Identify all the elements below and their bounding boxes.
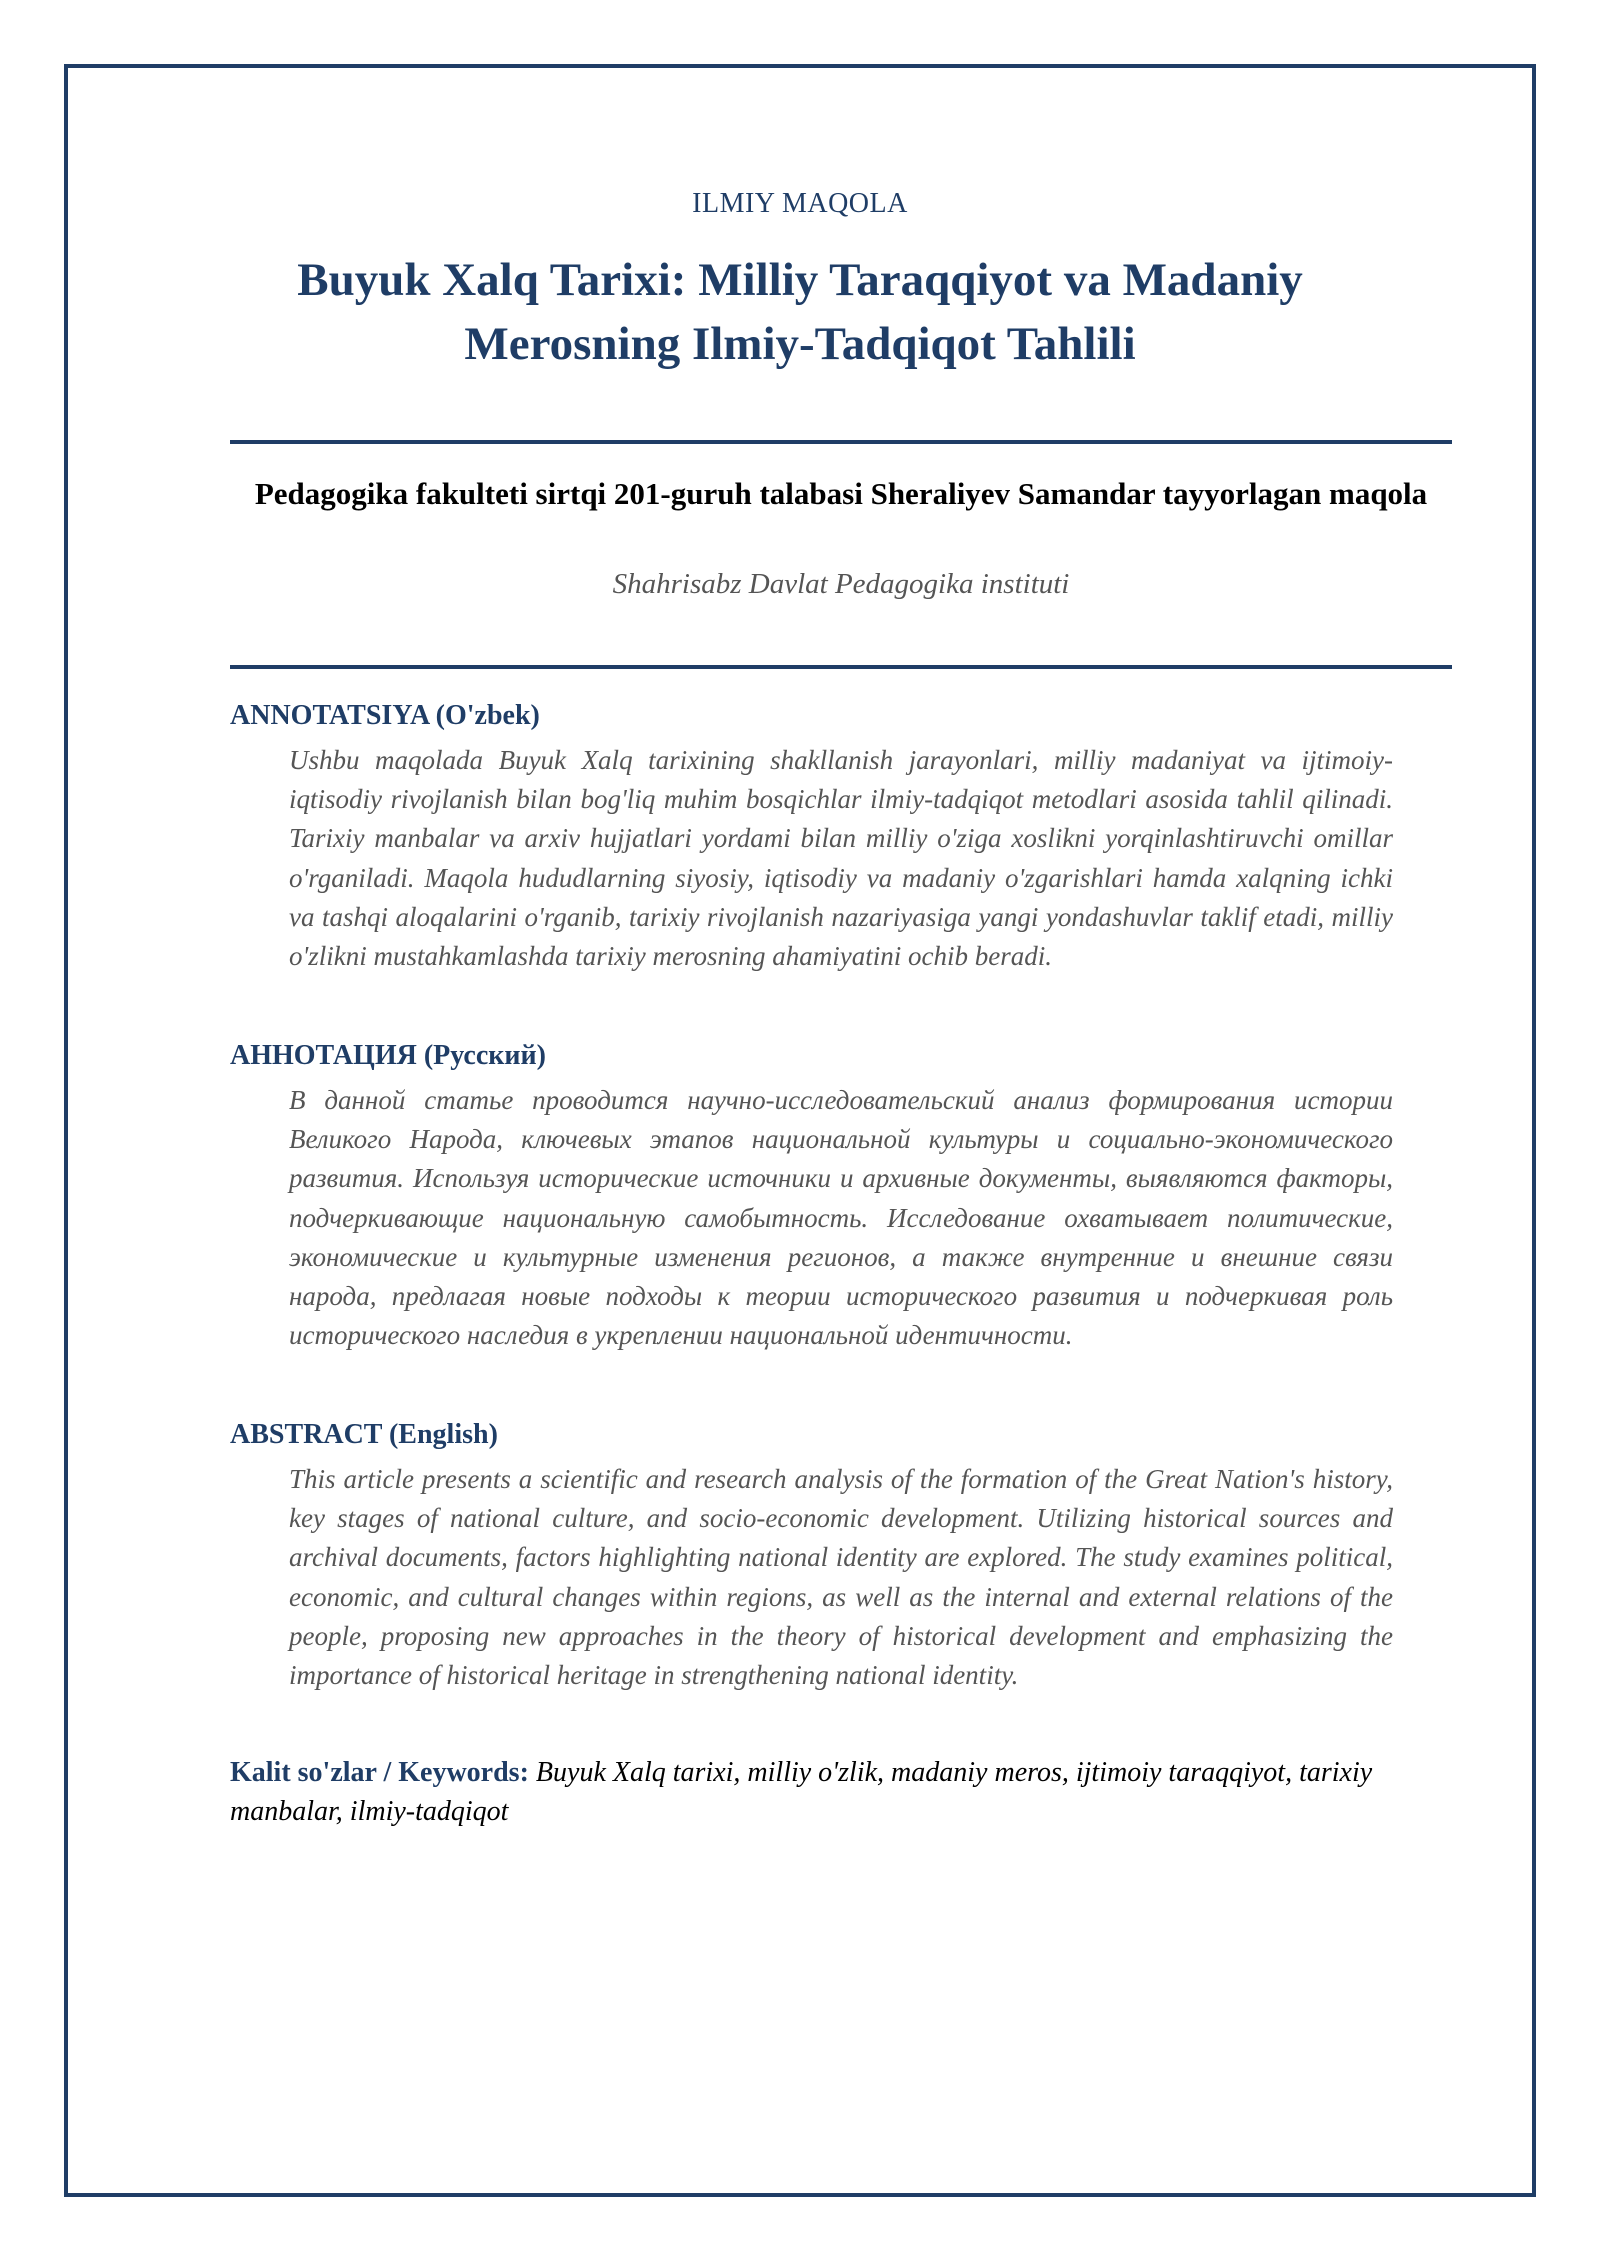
keywords-paragraph (230, 1753, 1452, 1831)
keywords-label: Kalit so'zlar / Keywords: (230, 1757, 529, 1788)
divider-top (230, 440, 1452, 444)
article-title: Buyuk Xalq Tarixi: Milliy Taraqqiyot va Madaniy Merosning Ilmiy-Tadqiqot Tahlili (297, 254, 1303, 370)
abstract-english-heading: ABSTRACT (English) (230, 1419, 498, 1450)
article-type-label: ILMIY MAQOLA (692, 188, 908, 219)
annotation-uzbek-text: Ushbu maqolada Buyuk Xalq tarixining shakllanish jarayonlari, milliy madaniyat va ijtimoiy-iqtisodiy rivojlanish bilan bog'liq muhim bosqichlar ilmiy-tadqiqot metodlari asosida tahlil qilinadi. Tarixiy manbalar va arxiv hujjatlari yordami bilan milliy o'ziga xoslikni yorqinlashtiruvchi omillar o'rganiladi. Maqola hududlarning siyosiy, iqtisodiy va madaniy o'zgarishlari hamda xalqning ichki va tashqi aloqalarini o'rganib, tarixiy rivojlanish nazariyasiga yangi yondashuvlar taklif etadi, milliy o'zlikni mustahkamlashda tarixiy merosning ahamiyatini ochib beradi. (289, 745, 1393, 972)
annotation-russian-heading: АННОТАЦИЯ (Русский) (230, 1040, 546, 1071)
abstract-english-text: This article presents a scientific and research analysis of the formation of the Great Nation's history, key stages of national culture, and socio-economic development. Utilizing historical sources and archival documents, factors highlighting national identity are explored. The study examines political, economic, and cultural changes within regions, as well as the internal and external relations of the people, proposing new approaches in the theory of historical development and emphasizing the importance of historical heritage in strengthening national identity. (289, 1464, 1393, 1691)
annotation-uzbek-heading: ANNOTATSIYA (O'zbek) (230, 700, 540, 731)
keywords-text: Buyuk Xalq tarixi, milliy o'zlik, madaniy meros, ijtimoiy taraqqiyot, tarixiy manbalar, ilmiy-tadqiqot (230, 1757, 1373, 1827)
divider-bottom (230, 665, 1452, 669)
institution-name: Shahrisabz Davlat Pedagogika instituti (612, 568, 1070, 600)
annotation-russian-text: В данной статье проводится научно-исследовательский анализ формирования истории Великого Народа, ключевых этапов национальной культуры и социально-экономического развития. Используя исторические источники и архивные документы, выявляются факторы, подчеркивающие национальную самобытность. Исследование охватывает политические, экономические и культурные изменения регионов, а также внутренние и внешние связи народа, предлагая новые подходы к теории исторического развития и подчеркивая роль исторического наследия в укреплении национальной идентичности. (289, 1085, 1393, 1351)
author-line: Pedagogika fakulteti sirtqi 201-guruh talabasi Sheraliyev Samandar tayyorlagan maqola (254, 476, 1428, 511)
